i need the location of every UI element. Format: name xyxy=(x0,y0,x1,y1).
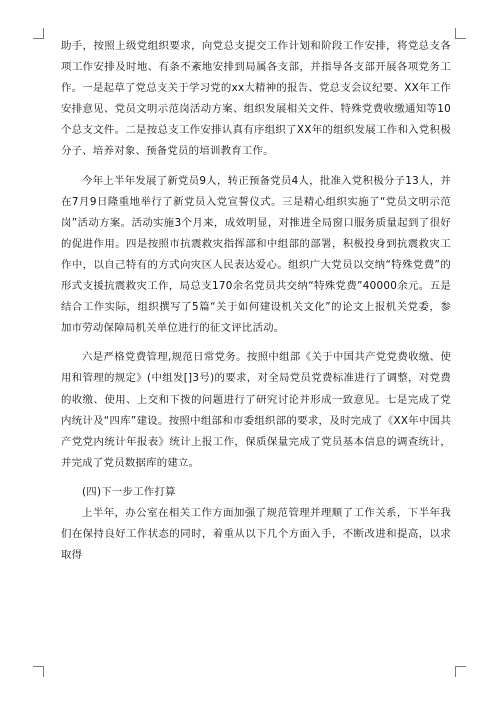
crop-mark-bottom-right xyxy=(455,666,466,677)
crop-mark-top-left xyxy=(33,28,44,39)
paragraph-2: 今年上半年发展了新党员9人，转正预备党员4人，批准入党积极分子13人，并在7月9日隆重地举行了新党员入党宣誓仪式。三是精心组织实施了“党员文明示范岗”活动方案。活动实施3个月来，成效明显，对推进全局窗口服务质量起到了很好的促进作用。四是按照市抗震救灾指挥部和中组部的部署，积极投身到抗震救灾工作中，以自己特有的方式向灾区人民表达爱心。组织广大党员以交纳“特殊党费”的形式支援抗震救灾工作，局总支170余名党员共交纳“特殊党费”40000余元。五是结合工作实际，组织撰写了5篇“关于如何建设机关文化”的论文上报机关党委，参加市劳动保障局机关单位进行的征文评比活动。 xyxy=(61,174,451,335)
document-body xyxy=(61,36,451,566)
paragraph-1: 助手，按照上级党组织要求，向党总支提交工作计划和阶段工作安排，将党总支各项工作安排及时地、有条不紊地安排到局属各支部，并指导各支部开展各项党务工作。一是起草了党总支关于学习党的xx大精神的报告、党总支会议纪要、XX年工作安排意见、党员文明示范岗活动方案、组织发展相关文件、特殊党费收缴通知等10个总支文件。二是按总支工作安排认真有序组织了XX年的组织发展工作和入党积极分子、培养对象、预备党员的培训教育工作。 xyxy=(61,40,451,158)
paragraph-3: 六是严格党费管理,规范日常党务。按照中组部《关于中国共产党党费收缴、使用和管理的规定》(中组发[]3号)的要求，对全局党员党费标准进行了调整，对党费的收缴、使用、上交和下拨的问题进行了研究讨论并形成一致意见。七是完成了党内统计及“四库”建设。按照中组部和市委组织部的要求，及时完成了《XX年中国共产党党内统计年报表》统计上报工作，保质保量完成了党员基本信息的调查统计，并完成了党员数据库的建立。 xyxy=(61,351,451,469)
crop-mark-bottom-left xyxy=(33,666,44,677)
section-heading: (四)下一步工作打算 xyxy=(82,485,176,498)
crop-mark-top-right xyxy=(455,28,466,39)
paragraph-4: 上半年，办公室在相关工作方面加强了规范管理并理顺了工作关系，下半年我们在保持良好工作状态的同时，着重从以下几个方面入手，不断改进和提高，以求取得 xyxy=(61,506,451,562)
